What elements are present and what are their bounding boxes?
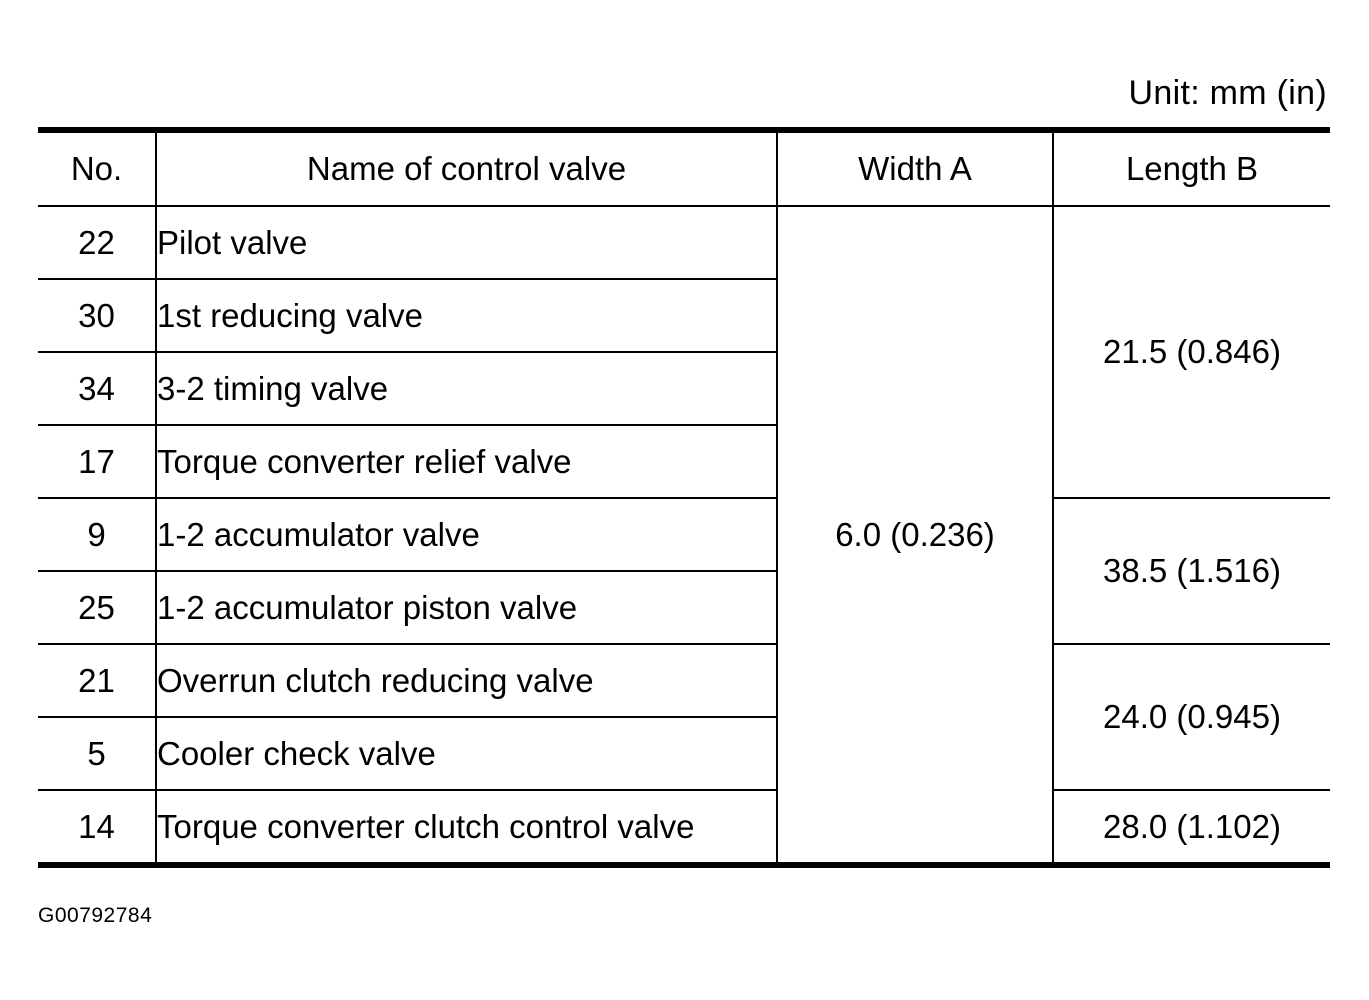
table-row <box>38 790 1330 865</box>
header-length: Length B <box>1053 130 1330 206</box>
valve-spec-table <box>38 127 1330 868</box>
row-no: 21 <box>38 644 156 717</box>
table-row <box>38 498 1330 571</box>
row-valve-name: 1-2 accumulator piston valve <box>156 571 777 644</box>
row-valve-name: Pilot valve <box>156 206 777 279</box>
valve-spec-table-container <box>38 127 1330 868</box>
row-no: 5 <box>38 717 156 790</box>
row-valve-name: 1st reducing valve <box>156 279 777 352</box>
row-no: 25 <box>38 571 156 644</box>
length-b-value: 38.5 (1.516) <box>1053 498 1330 644</box>
table-row <box>38 206 1330 279</box>
header-width: Width A <box>777 130 1053 206</box>
row-no: 30 <box>38 279 156 352</box>
row-valve-name: Torque converter relief valve <box>156 425 777 498</box>
length-b-value: 21.5 (0.846) <box>1053 206 1330 498</box>
row-valve-name: 3-2 timing valve <box>156 352 777 425</box>
length-b-value: 28.0 (1.102) <box>1053 790 1330 865</box>
width-a-value: 6.0 (0.236) <box>777 206 1053 865</box>
header-name: Name of control valve <box>156 130 777 206</box>
row-valve-name: Torque converter clutch control valve <box>156 790 777 865</box>
row-valve-name: 1-2 accumulator valve <box>156 498 777 571</box>
unit-label: Unit: mm (in) <box>1128 74 1327 112</box>
header-no: No. <box>38 130 156 206</box>
row-valve-name: Overrun clutch reducing valve <box>156 644 777 717</box>
row-no: 9 <box>38 498 156 571</box>
figure-id: G00792784 <box>38 904 153 927</box>
header-row <box>38 130 1330 206</box>
table-row <box>38 644 1330 717</box>
length-b-value: 24.0 (0.945) <box>1053 644 1330 790</box>
row-no: 34 <box>38 352 156 425</box>
row-valve-name: Cooler check valve <box>156 717 777 790</box>
row-no: 17 <box>38 425 156 498</box>
row-no: 14 <box>38 790 156 865</box>
row-no: 22 <box>38 206 156 279</box>
